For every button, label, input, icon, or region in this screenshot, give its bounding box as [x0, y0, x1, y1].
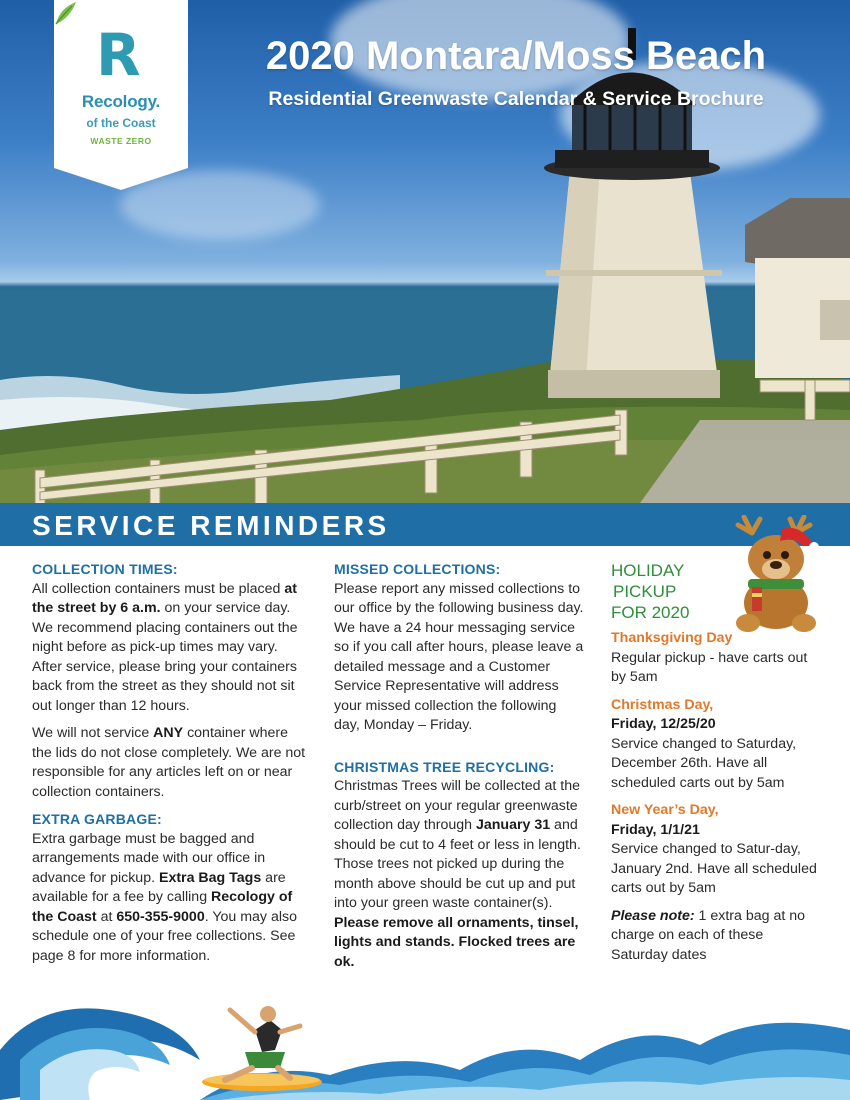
extra-garbage-heading: EXTRA GARBAGE:: [32, 811, 162, 827]
note-label: Please note:: [611, 907, 695, 924]
text-bold: Please remove all ornaments, tinsel, lights and stands. Flocked trees are ok.: [334, 914, 579, 970]
text-segment: We will not service: [32, 725, 154, 741]
recology-logo: [54, 0, 188, 190]
holiday-heading-line: FOR 2020: [611, 603, 690, 622]
missed-collections-text: Please report any missed collections to our office by the following business day. We have a 24 hour messaging service so if you call after hours, please leave a detailed message and a Customer Service Representative will address your missed collection the following day, Monday – Friday.: [334, 580, 584, 733]
collection-times-heading: COLLECTION TIMES:: [32, 561, 178, 577]
text-segment: 1 extra bag at no charge on each of these Saturday dates: [611, 907, 806, 963]
text-segment: Christmas Trees will be collected at the curb/street on your regular greenwaste collection day through: [334, 778, 581, 833]
text-bold: Extra Bag Tags: [158, 869, 262, 886]
logo-tagline: WASTE ZERO: [90, 136, 152, 146]
new-years-date: Friday, 1/1/21: [611, 821, 700, 838]
text-segment: . You may also schedule one of your free collections. See page 8 for more information.: [32, 908, 297, 964]
leaf-icon: [54, 0, 78, 26]
christmas-tree-heading: CHRISTMAS TREE RECYCLING:: [334, 758, 555, 775]
collection-times-text: [32, 580, 307, 717]
text-bold: January 31: [475, 817, 551, 833]
lids-notice-text: [32, 724, 307, 802]
text-bold: Recology of the Coast: [32, 889, 293, 925]
christmas-text: Service changed to Saturday, December 26th. Have all scheduled carts out by 5am: [611, 735, 797, 791]
page-subtitle: Residential Greenwaste Calendar & Service Brochure: [268, 88, 764, 110]
extra-garbage-text: [32, 830, 307, 967]
banner-title: SERVICE REMINDERS: [32, 510, 390, 541]
logo-subtitle: of the Coast: [86, 116, 156, 130]
missed-collections-heading: MISSED COLLECTIONS:: [334, 561, 501, 577]
thanksgiving-heading: Thanksgiving Day: [611, 630, 733, 646]
logo-name: Recology.: [81, 92, 161, 111]
text-segment: are available for a fee by calling: [32, 869, 286, 905]
column-holiday: [611, 560, 817, 973]
new-years-text: Service changed to Satur-day, January 2nd. Have all scheduled carts out by 5am: [611, 841, 817, 896]
phone-number: 650-355-9000: [116, 908, 205, 925]
logo-r-mark: R: [96, 21, 141, 89]
christmas-heading: Christmas Day,: [611, 696, 714, 713]
text-segment: Extra garbage must be bagged and arrangements made with our office in advance for pickup.: [32, 830, 266, 886]
holiday-heading-line: HOLIDAY: [611, 561, 685, 580]
page-title: 2020 Montara/Moss Beach: [265, 34, 767, 78]
thanksgiving-text: Regular pickup - have carts out by 5am: [611, 649, 808, 685]
new-years-heading: New Year’s Day,: [611, 802, 719, 818]
holiday-heading: [611, 560, 817, 623]
text-segment: container where the lids do not close completely. We are not responsible for any articles left on or near collection containers.: [32, 725, 306, 800]
text-segment: at: [96, 908, 117, 925]
text-bold: at the street by 6 a.m.: [32, 580, 297, 616]
christmas-tree-text: [334, 777, 584, 972]
column-left: [32, 560, 307, 974]
please-note-text: [611, 907, 817, 966]
text-segment: and should be cut to 4 feet or less in length. Those trees not picked up during the month above should be cut up and put into your green waste container(s).: [334, 817, 581, 911]
column-middle: [334, 560, 584, 980]
surf-wave-illustration: [0, 990, 850, 1100]
text-segment: All collection containers must be placed: [32, 580, 285, 597]
text-bold: ANY: [153, 725, 184, 741]
holiday-heading-line: PICKUP: [613, 582, 677, 601]
hero-photo-lighthouse: [0, 0, 850, 503]
christmas-date: Friday, 12/25/20: [611, 716, 716, 732]
text-segment: on your service day. We recommend placing containers out the night before as pick-up times may vary. After service, please bring your containers back from the street as they should not sit out longer than 12 hours.: [32, 600, 298, 714]
section-banner: [0, 503, 850, 546]
